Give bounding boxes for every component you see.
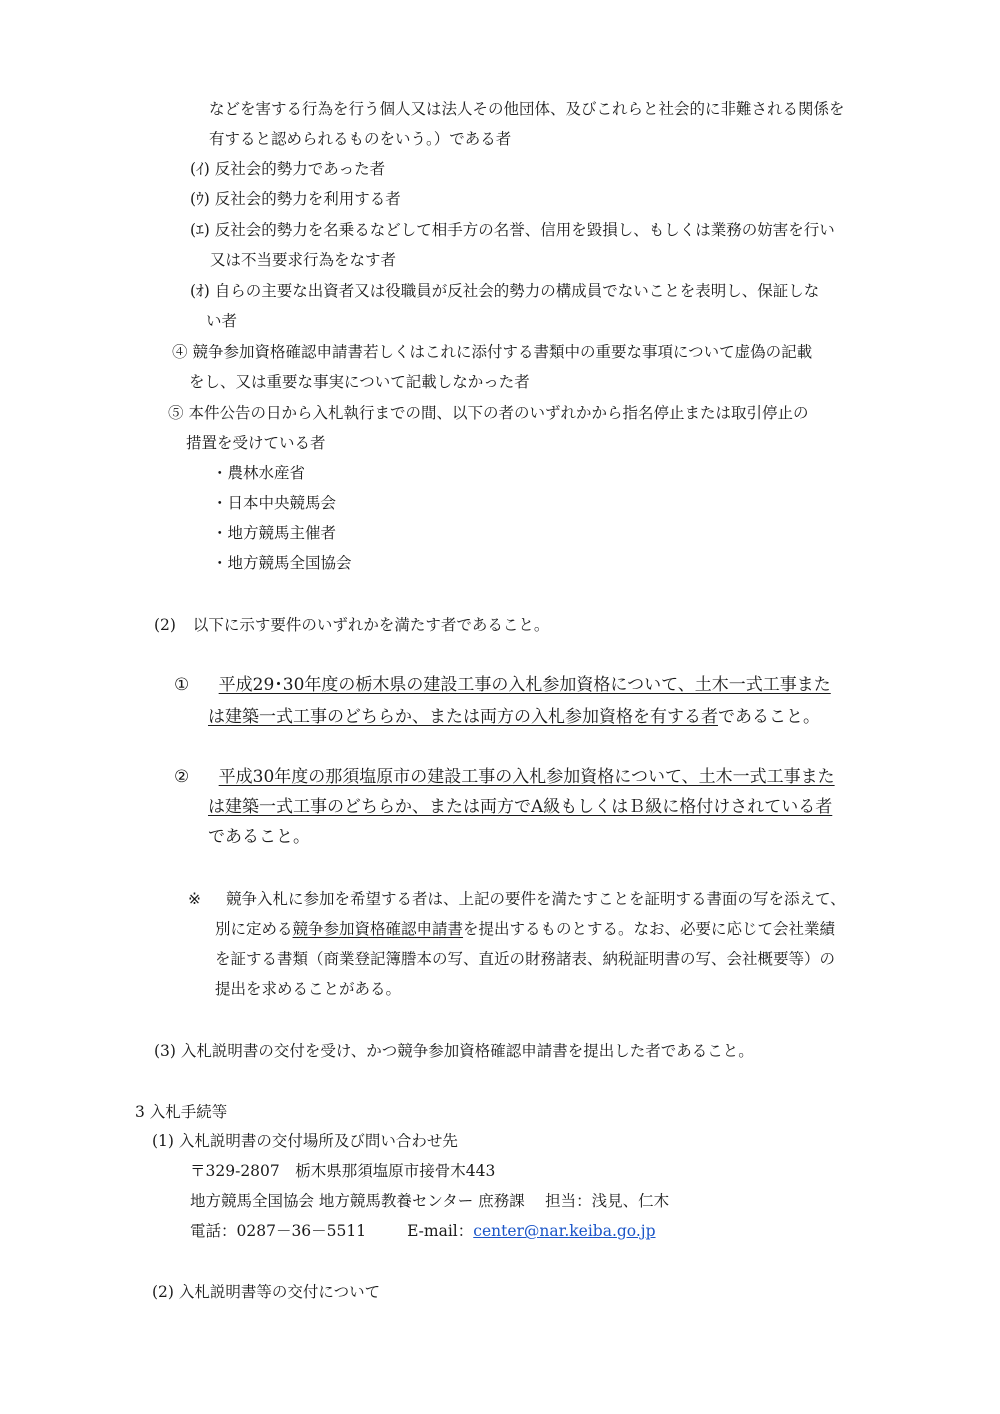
subsection-text: 入札説明書の交付場所及び問い合わせ先	[178, 1132, 458, 1150]
requirement-text: 平成29･30年度の栃木県の建設工事の入札参加資格について、土木一式工事また	[218, 675, 831, 695]
section-text: 入札説明書の交付を受け、かつ競争参加資格確認申請書を提出した者であること。	[180, 1042, 754, 1060]
note	[188, 888, 846, 910]
note-line: 提出を求めることがある。	[215, 980, 402, 998]
requirement-label: ②	[174, 767, 190, 787]
heading-3: 3 入札手続等	[135, 1103, 228, 1121]
note-line	[215, 918, 835, 940]
text-line: などを害する行為を行う個人又は法人その他団体、及びこれらと社会的に非難される関係を	[209, 100, 845, 118]
requirement-1	[174, 674, 831, 696]
contact-line	[190, 1220, 656, 1242]
requirement-text-underlined: は建築一式工事のどちらか、または両方でA級もしくはＢ級に格付けされている者	[208, 797, 833, 817]
item-text: 反社会的勢力を利用する者	[214, 190, 401, 208]
requirement-1-cont	[208, 706, 820, 728]
item-text: 本件公告の日から入札執行までの間、以下の者のいずれかから指名停止または取引停止の	[188, 404, 809, 422]
requirement-text-tail: であること。	[718, 707, 820, 727]
address-line: 〒329-2807 栃木県那須塩原市接骨木443	[190, 1162, 496, 1180]
item-label: ④	[172, 343, 188, 361]
note-mark: ※	[188, 890, 201, 908]
note-line: を証する書類（商業登記簿謄本の写、直近の財務諸表、納税証明書の写、会社概要等）の	[215, 950, 836, 968]
requirement-text-underlined: は建築一式工事のどちらか、または両方の入札参加資格を有する者	[208, 707, 718, 727]
item-u	[190, 188, 401, 210]
item-i	[190, 158, 385, 180]
list-item: ・地方競馬全国協会	[212, 554, 352, 572]
item-text: 自らの主要な出資者又は役職員が反社会的勢力の構成員でないことを表明し、保証しな	[214, 282, 820, 300]
requirement-label: ①	[174, 675, 190, 695]
item-label: ⑤	[168, 404, 184, 422]
list-item: ・日本中央競馬会	[212, 494, 337, 512]
item-text: 反社会的勢力であった者	[214, 160, 386, 178]
note-text-underlined: 競争参加資格確認申請書	[292, 920, 464, 938]
organization-line: 地方競馬全国協会 地方競馬教養センター 庶務課 担当：浅見、仁木	[190, 1192, 670, 1210]
note-text: 別に定める	[215, 920, 293, 938]
item-label: (ｳ)	[190, 190, 210, 208]
requirement-2-tail: であること。	[208, 827, 310, 847]
item-text: 反社会的勢力を名乗るなどして相手方の名誉、信用を毀損し、もしくは業務の妨害を行い	[214, 221, 835, 239]
text-line: 又は不当要求行為をなす者	[210, 251, 397, 269]
item-text: 競争参加資格確認申請書若しくはこれに添付する書類中の重要な事項について虚偽の記載	[192, 343, 813, 361]
section-text: 以下に示す要件のいずれかを満たす者であること。	[192, 616, 550, 634]
list-item: ・地方競馬主催者	[212, 524, 337, 542]
item-label: (ｴ)	[190, 221, 210, 239]
text-line: 有すると認められるものをいう。）である者	[209, 130, 512, 148]
note-text: 競争入札に参加を希望する者は、上記の要件を満たすことを証明する書面の写を添えて、	[225, 890, 846, 908]
text-line: をし、又は重要な事実について記載しなかった者	[189, 373, 530, 391]
item-5	[168, 402, 808, 424]
subsection-text: 入札説明書等の交付について	[178, 1283, 381, 1301]
section-2	[154, 614, 549, 636]
text-line: 措置を受けている者	[186, 434, 326, 452]
item-label: (ｲ)	[190, 160, 210, 178]
note-text: を提出するものとする。なお、必要に応じて会社業績	[463, 920, 836, 938]
phone-number: 電話：0287－36－5511	[190, 1222, 367, 1240]
item-e	[190, 219, 835, 241]
section-3	[154, 1040, 754, 1062]
item-4	[172, 341, 812, 363]
subsection-label: (1)	[152, 1132, 174, 1150]
requirement-2	[174, 766, 835, 788]
email-link[interactable]: center@nar.keiba.go.jp	[473, 1222, 656, 1240]
subsection-label: (2)	[152, 1283, 174, 1301]
subsection-2	[152, 1281, 380, 1303]
section-label: (2)	[154, 616, 176, 634]
item-o	[190, 280, 819, 302]
list-item: ・農林水産省	[212, 464, 306, 482]
requirement-text: 平成30年度の那須塩原市の建設工事の入札参加資格について、土木一式工事また	[218, 767, 835, 787]
section-label: (3)	[154, 1042, 176, 1060]
subsection-1	[152, 1130, 458, 1152]
item-label: (ｵ)	[190, 282, 210, 300]
requirement-2-cont	[208, 796, 832, 818]
email-label: E-mail：	[407, 1222, 474, 1240]
text-line: い者	[206, 312, 238, 330]
